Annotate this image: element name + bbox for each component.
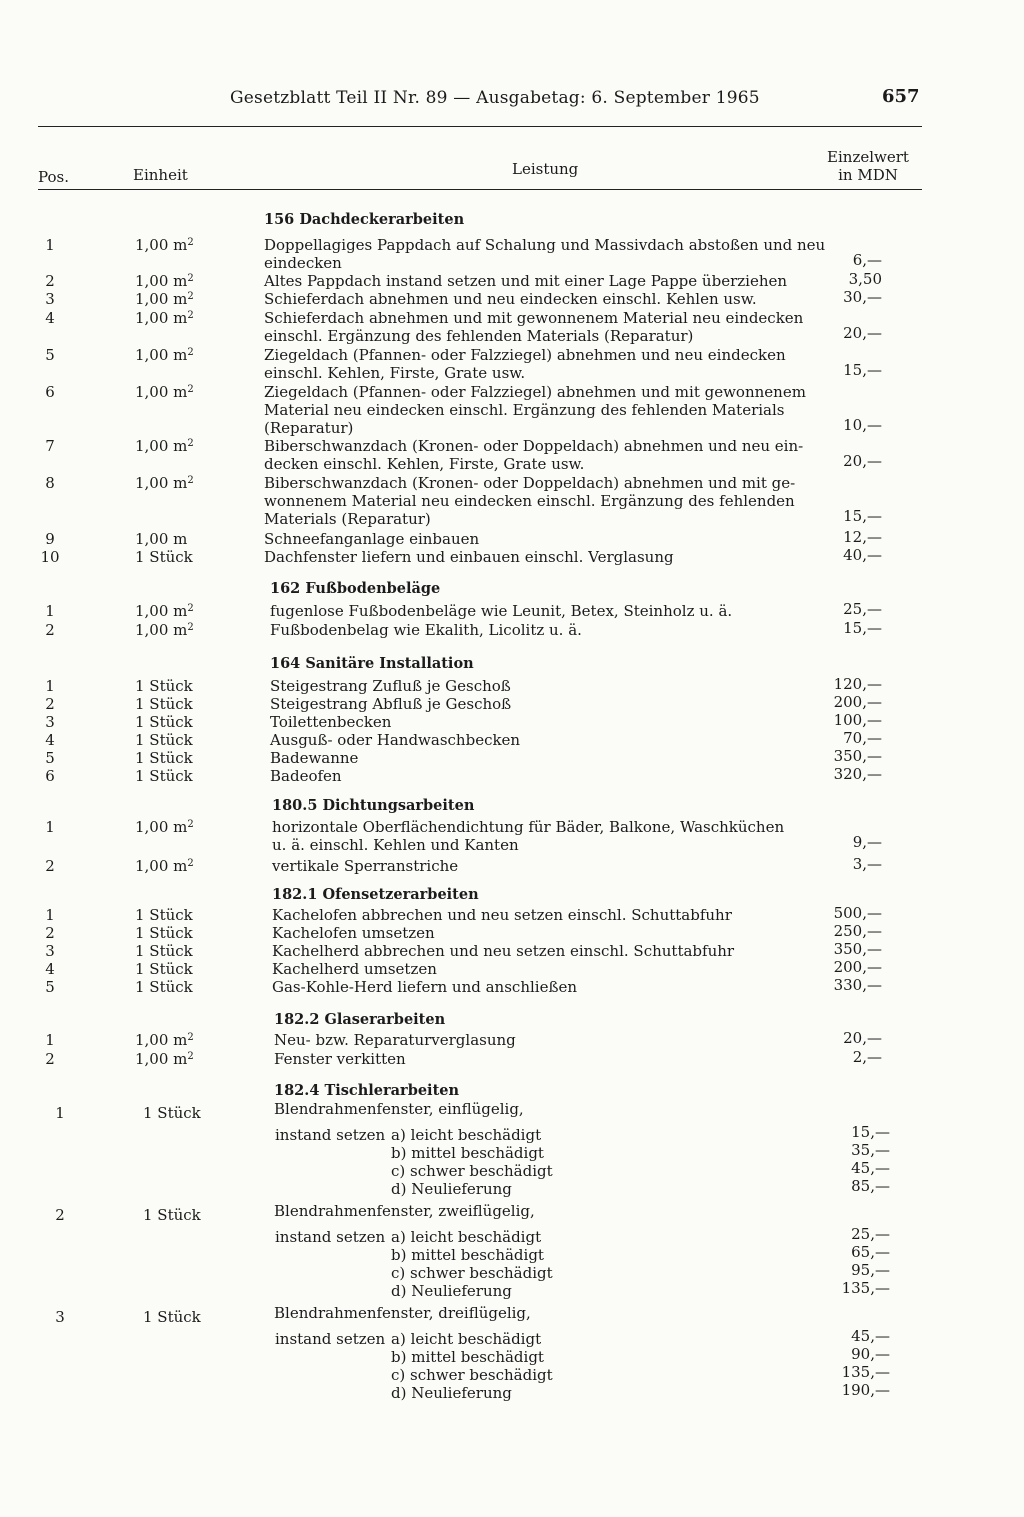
unit-value: 1,00 m (135, 383, 188, 401)
item-unit (135, 383, 194, 401)
item-description (264, 346, 810, 382)
item-description (264, 474, 810, 528)
variant-label: a) leicht beschädigt (391, 1228, 542, 1246)
item-price: 6,— (852, 251, 882, 269)
item-position: 1 (45, 236, 55, 254)
description-line: (Reparatur) (264, 419, 354, 437)
item-unit (135, 749, 193, 767)
description-line: vertikale Sperranstriche (272, 857, 459, 875)
header-rule (38, 126, 922, 127)
item-description (270, 602, 810, 620)
variant-price: 135,— (841, 1363, 890, 1381)
column-header-unit: Einheit (133, 166, 188, 184)
unit-value: 1 Stück (135, 978, 193, 996)
column-header-pos: Pos. (38, 168, 69, 186)
description-line: Fenster verkitten (274, 1050, 406, 1068)
unit-value: 1,00 m (135, 602, 188, 620)
unit-value: 1,00 m (135, 290, 188, 308)
item-price: 20,— (843, 1029, 882, 1047)
item-position: 1 (45, 677, 55, 695)
description-line: decken einschl. Kehlen, Firste, Grate usw. (264, 455, 585, 473)
item-price: 15,— (843, 361, 882, 379)
unit-value: 1,00 m (135, 1050, 188, 1068)
item-description (264, 290, 810, 308)
item-unit: 1 Stück (143, 1104, 201, 1122)
item-price: 3,— (852, 855, 882, 873)
item-description-intro: instand setzen (275, 1126, 386, 1144)
item-price: 2,— (852, 1048, 882, 1066)
unit-value: 1 Stück (135, 960, 193, 978)
variant-price: 85,— (851, 1177, 890, 1195)
item-price: 40,— (843, 546, 882, 564)
variant-price: 45,— (851, 1159, 890, 1177)
item-price: 200,— (833, 693, 882, 711)
description-line: u. ä. einschl. Kehlen und Kanten (272, 836, 519, 854)
description-line: Schneefanganlage einbauen (264, 530, 480, 548)
section-title: 164 Sanitäre Installation (270, 655, 474, 672)
item-position: 2 (45, 272, 55, 290)
item-unit (135, 731, 193, 749)
unit-exponent: 2 (187, 310, 194, 321)
description-line: Ziegeldach (Pfannen- oder Falzziegel) abnehmen und neu eindecken (264, 346, 786, 364)
unit-value: 1,00 m (135, 474, 188, 492)
unit-exponent: 2 (187, 237, 194, 248)
unit-value: 1 Stück (135, 695, 193, 713)
unit-exponent: 2 (187, 603, 194, 614)
item-price: 100,— (833, 711, 882, 729)
item-unit (135, 1031, 194, 1049)
item-unit (135, 906, 193, 924)
description-line: Doppellagiges Pappdach auf Schalung und Massivdach abstoßen und neu (264, 236, 826, 254)
item-price: 15,— (843, 507, 882, 525)
variant-price: 190,— (841, 1381, 890, 1399)
item-price: 3,50 (848, 270, 882, 288)
page-number: 657 (882, 86, 920, 107)
description-line: einschl. Ergänzung des fehlenden Materials (Reparatur) (264, 327, 694, 345)
item-position: 2 (45, 924, 55, 942)
variant-price: 95,— (851, 1261, 890, 1279)
description-line: Schieferdach abnehmen und mit gewonnenem Material neu eindecken (264, 309, 804, 327)
description-line: einschl. Kehlen, Firste, Grate usw. (264, 364, 526, 382)
section-title: 182.4 Tischlerarbeiten (274, 1082, 460, 1099)
item-position: 8 (45, 474, 55, 492)
description-line: Toilettenbecken (270, 713, 392, 731)
item-description (274, 1050, 810, 1068)
unit-exponent: 2 (187, 273, 194, 284)
unit-value: 1 Stück (135, 767, 193, 785)
section-title: 182.2 Glaserarbeiten (274, 1011, 446, 1028)
variant-label: a) leicht beschädigt (391, 1330, 542, 1348)
unit-value: 1 Stück (135, 713, 193, 731)
variant-label: c) schwer beschädigt (391, 1264, 553, 1282)
unit-value: 1,00 m (135, 621, 188, 639)
unit-value: 1,00 m (135, 1031, 188, 1049)
item-price: 250,— (833, 922, 882, 940)
column-header-value (822, 148, 914, 184)
item-position: 3 (45, 713, 55, 731)
item-price: 15,— (843, 619, 882, 637)
item-unit (135, 621, 194, 639)
item-price: 320,— (833, 765, 882, 783)
description-line: Kachelherd abbrechen und neu setzen einschl. Schuttabfuhr (272, 942, 735, 960)
unit-exponent: 2 (187, 819, 194, 830)
item-unit: 1 Stück (143, 1206, 201, 1224)
variant-label: b) mittel beschädigt (391, 1246, 544, 1264)
variant-price: 15,— (851, 1123, 890, 1141)
item-unit (135, 818, 194, 836)
item-description-intro: instand setzen (275, 1330, 386, 1348)
unit-value: 1,00 m (135, 309, 188, 327)
variant-label: d) Neulieferung (391, 1384, 512, 1402)
item-description (272, 906, 810, 924)
variant-label: b) mittel beschädigt (391, 1348, 544, 1366)
section-title: 162 Fußbodenbeläge (270, 580, 441, 597)
description-line: Ausguß- oder Handwaschbecken (270, 731, 521, 749)
variant-label: d) Neulieferung (391, 1282, 512, 1300)
item-position: 5 (45, 978, 55, 996)
item-price: 9,— (852, 833, 882, 851)
item-price: 350,— (833, 747, 882, 765)
item-price: 12,— (843, 528, 882, 546)
item-price: 120,— (833, 675, 882, 693)
item-unit (135, 960, 193, 978)
item-description (272, 942, 810, 960)
item-unit (135, 272, 194, 290)
item-position: 2 (45, 695, 55, 713)
description-line: Material neu eindecken einschl. Ergänzung des fehlenden Materials (264, 401, 785, 419)
item-unit: 1 Stück (143, 1308, 201, 1326)
variant-label: b) mittel beschädigt (391, 1144, 544, 1162)
item-unit (135, 767, 193, 785)
item-description-heading: Blendrahmenfenster, zweiflügelig, (274, 1202, 535, 1220)
description-line: Badewanne (270, 749, 359, 767)
section-title: 180.5 Dichtungsarbeiten (272, 797, 475, 814)
item-position: 10 (40, 548, 60, 566)
description-line: Kachelherd umsetzen (272, 960, 437, 978)
item-position: 1 (45, 1031, 55, 1049)
description-line: Ziegeldach (Pfannen- oder Falzziegel) abnehmen und mit gewonnenem (264, 383, 806, 401)
unit-exponent: 2 (187, 384, 194, 395)
description-line: Kachelofen umsetzen (272, 924, 435, 942)
item-description (270, 677, 810, 695)
description-line: Badeofen (270, 767, 342, 785)
unit-value: 1,00 m (135, 437, 188, 455)
item-position: 5 (45, 749, 55, 767)
description-line: fugenlose Fußbodenbeläge wie Leunit, Betex, Steinholz u. ä. (270, 602, 733, 620)
item-position: 1 (45, 906, 55, 924)
item-description (264, 272, 810, 290)
description-line: eindecken (264, 254, 342, 272)
description-line: Fußbodenbelag wie Ekalith, Licolitz u. ä. (270, 621, 582, 639)
item-price: 200,— (833, 958, 882, 976)
item-description (264, 383, 810, 437)
item-price: 10,— (843, 416, 882, 434)
item-description (272, 960, 810, 978)
item-unit (135, 437, 194, 455)
unit-exponent: 2 (187, 1032, 194, 1043)
description-line: Steigestrang Zufluß je Geschoß (270, 677, 511, 695)
description-line: Biberschwanzdach (Kronen- oder Doppeldach) abnehmen und neu ein- (264, 437, 804, 455)
item-description (272, 924, 810, 942)
item-unit (135, 530, 187, 548)
variant-price: 90,— (851, 1345, 890, 1363)
item-position: 4 (45, 309, 55, 327)
item-position: 2 (45, 857, 55, 875)
unit-value: 1 Stück (135, 942, 193, 960)
unit-exponent: 2 (187, 438, 194, 449)
item-price: 70,— (843, 729, 882, 747)
description-line: wonnenem Material neu eindecken einschl. Ergänzung des fehlenden (264, 492, 795, 510)
variant-label: a) leicht beschädigt (391, 1126, 542, 1144)
unit-value: 1 Stück (135, 749, 193, 767)
item-description-intro: instand setzen (275, 1228, 386, 1246)
unit-value: 1,00 m (135, 530, 188, 548)
description-line: Biberschwanzdach (Kronen- oder Doppeldach) abnehmen und mit ge- (264, 474, 796, 492)
unit-value: 1,00 m (135, 272, 188, 290)
item-description-heading: Blendrahmenfenster, einflügelig, (274, 1100, 524, 1118)
description-line: Kachelofen abbrechen und neu setzen einschl. Schuttabfuhr (272, 906, 732, 924)
item-unit (135, 695, 193, 713)
item-price: 500,— (833, 904, 882, 922)
description-line: Schieferdach abnehmen und neu eindecken einschl. Kehlen usw. (264, 290, 757, 308)
unit-value: 1,00 m (135, 818, 188, 836)
item-description (264, 530, 810, 548)
item-position: 9 (45, 530, 55, 548)
item-description (274, 1031, 810, 1049)
description-line: Altes Pappdach instand setzen und mit einer Lage Pappe überziehen (264, 272, 788, 290)
item-position: 2 (55, 1206, 65, 1224)
unit-value: 1,00 m (135, 346, 188, 364)
item-position: 6 (45, 383, 55, 401)
item-unit (135, 713, 193, 731)
item-position: 7 (45, 437, 55, 455)
item-description (270, 621, 810, 639)
item-description (272, 818, 810, 854)
unit-value: 1 Stück (135, 731, 193, 749)
item-position: 6 (45, 767, 55, 785)
item-price: 350,— (833, 940, 882, 958)
unit-exponent: 2 (187, 1051, 194, 1062)
section-title: 156 Dachdeckerarbeiten (264, 211, 465, 228)
unit-exponent: 2 (187, 622, 194, 633)
variant-price: 35,— (851, 1141, 890, 1159)
variant-label: d) Neulieferung (391, 1180, 512, 1198)
unit-value: 1 Stück (135, 924, 193, 942)
item-position: 3 (45, 290, 55, 308)
item-description (264, 236, 826, 272)
variant-label: c) schwer beschädigt (391, 1162, 553, 1180)
item-unit (135, 978, 193, 996)
item-unit (135, 236, 194, 254)
item-description (270, 731, 810, 749)
item-unit (135, 857, 194, 875)
description-line: Neu- bzw. Reparaturverglasung (274, 1031, 516, 1049)
column-header-value-line2: in MDN (838, 166, 898, 184)
description-line: Materials (Reparatur) (264, 510, 431, 528)
table-header-rule (38, 189, 922, 190)
unit-value: 1 Stück (135, 548, 193, 566)
variant-price: 135,— (841, 1279, 890, 1297)
item-position: 4 (45, 960, 55, 978)
unit-value: 1 Stück (135, 906, 193, 924)
item-position: 3 (55, 1308, 65, 1326)
unit-exponent: 2 (187, 475, 194, 486)
item-position: 5 (45, 346, 55, 364)
section-title: 182.1 Ofensetzerarbeiten (272, 886, 479, 903)
variant-price: 65,— (851, 1243, 890, 1261)
column-header-value-line1: Einzelwert (827, 148, 909, 166)
item-position: 1 (45, 602, 55, 620)
item-unit (135, 924, 193, 942)
column-header-service: Leistung (512, 160, 579, 178)
item-position: 1 (45, 818, 55, 836)
item-price: 25,— (843, 600, 882, 618)
item-position: 2 (45, 1050, 55, 1068)
item-unit (135, 474, 194, 492)
description-line: Dachfenster liefern und einbauen einschl. Verglasung (264, 548, 674, 566)
item-description (270, 713, 810, 731)
unit-exponent: 2 (187, 858, 194, 869)
item-price: 330,— (833, 976, 882, 994)
item-description (272, 978, 810, 996)
item-description (270, 749, 810, 767)
item-description (270, 695, 810, 713)
item-price: 30,— (843, 288, 882, 306)
item-description (264, 309, 810, 345)
description-line: Steigestrang Abfluß je Geschoß (270, 695, 512, 713)
item-price: 20,— (843, 452, 882, 470)
variant-price: 45,— (851, 1327, 890, 1345)
description-line: horizontale Oberflächendichtung für Bäder, Balkone, Waschküchen (272, 818, 785, 836)
item-unit (135, 1050, 194, 1068)
item-unit (135, 346, 194, 364)
page-header-title: Gesetzblatt Teil II Nr. 89 — Ausgabetag: 6. September 1965 (230, 88, 760, 108)
item-unit (135, 309, 194, 327)
unit-exponent: 2 (187, 291, 194, 302)
item-description (264, 437, 810, 473)
item-position: 1 (55, 1104, 65, 1122)
item-position: 3 (45, 942, 55, 960)
item-description-heading: Blendrahmenfenster, dreiflügelig, (274, 1304, 531, 1322)
unit-value: 1 Stück (135, 677, 193, 695)
variant-price: 25,— (851, 1225, 890, 1243)
item-price: 20,— (843, 324, 882, 342)
item-unit (135, 942, 193, 960)
item-description (264, 548, 810, 566)
item-position: 2 (45, 621, 55, 639)
item-unit (135, 290, 194, 308)
item-position: 4 (45, 731, 55, 749)
item-unit (135, 677, 193, 695)
item-unit (135, 602, 194, 620)
item-unit (135, 548, 193, 566)
unit-value: 1,00 m (135, 857, 188, 875)
description-line: Gas-Kohle-Herd liefern und anschließen (272, 978, 578, 996)
item-description (272, 857, 810, 875)
unit-exponent: 2 (187, 347, 194, 358)
unit-value: 1,00 m (135, 236, 188, 254)
variant-label: c) schwer beschädigt (391, 1366, 553, 1384)
item-description (270, 767, 810, 785)
